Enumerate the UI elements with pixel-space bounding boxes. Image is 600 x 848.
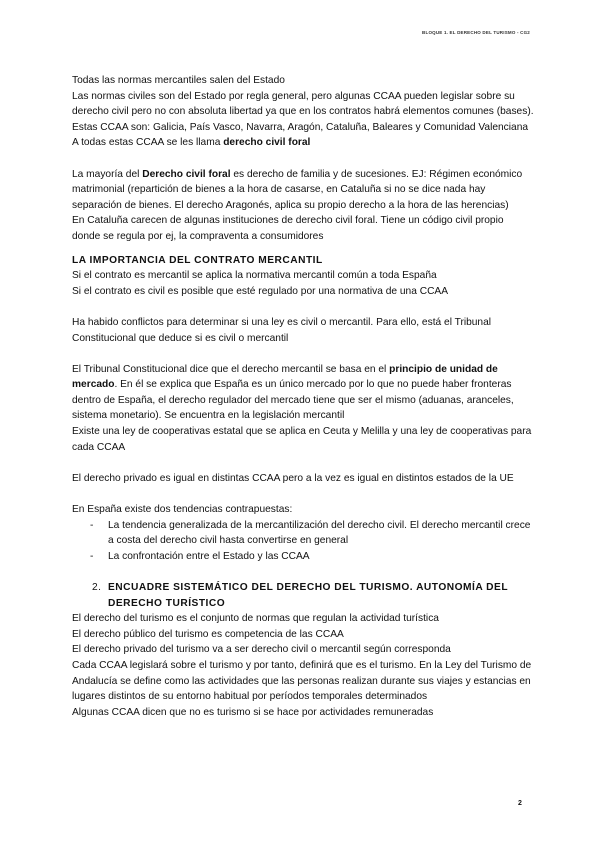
paragraph: El derecho privado del turismo va a ser derecho civil o mercantil según corresponda bbox=[72, 644, 451, 656]
paragraph: En España existe dos tendencias contrapuestas: bbox=[72, 504, 293, 516]
numbered-heading bbox=[72, 580, 534, 611]
paragraph: En Cataluña carecen de algunas instituciones de derecho civil foral. Tiene un código civil propio donde se regula por ej, la compraventa a consumidores bbox=[72, 215, 504, 242]
running-header: BLOQUE 1. EL DERECHO DEL TURISMO - CG2 bbox=[422, 30, 530, 35]
list-item-text: La confrontación entre el Estado y las CCAA bbox=[108, 550, 310, 562]
text-span: . En él se explica que España es un único mercado por lo que no puede haber fronteras dentro de España, el derecho regulador del mercado tiene que ser el mismo (aduanas, aranceles, sistema monetario). Se encuentra en la legislación mercantil bbox=[72, 379, 514, 422]
list-item bbox=[72, 549, 534, 565]
text-span: La mayoría del bbox=[72, 168, 143, 180]
paragraph: Las normas civiles son del Estado por regla general, pero algunas CCAA pueden legislar sobre su derecho civil pero no con absoluta libertad ya que en los contratos habrá elementos comunes (bases). Estas CCAA son: Galicia, País Vasco, Navarra, Aragón, Cataluña, Baleares y Comunidad Valenciana bbox=[72, 90, 534, 133]
dash-bullet: - bbox=[90, 519, 94, 531]
document-body bbox=[72, 73, 534, 720]
list-item bbox=[72, 518, 534, 549]
paragraph: Existe una ley de cooperativas estatal que se aplica en Ceuta y Melilla y una ley de cooperativas para cada CCAA bbox=[72, 426, 532, 453]
section-heading: LA IMPORTANCIA DEL CONTRATO MERCANTIL bbox=[72, 254, 323, 266]
heading-number: 2. bbox=[92, 582, 102, 593]
bold-term: principio de unidad de mercado bbox=[72, 363, 498, 391]
text-span: A todas estas CCAA se les llama bbox=[72, 137, 224, 149]
paragraph: Cada CCAA legislará sobre el turismo y por tanto, definirá que es el turismo. En la Ley del Turismo de Andalucía se define como las actividades que las personas realizan durante sus viajes y estancias en lugares distintos de su entorno habitual por períodos temporales determinados bbox=[72, 659, 532, 703]
paragraph: El derecho del turismo es el conjunto de normas que regulan la actividad turística bbox=[72, 613, 439, 625]
paragraph: Todas las normas mercantiles salen del Estado bbox=[72, 75, 285, 86]
page-number: 2 bbox=[518, 800, 522, 807]
paragraph: Si el contrato es mercantil se aplica la normativa mercantil común a toda España bbox=[72, 270, 437, 282]
paragraph: El derecho privado es igual en distintas CCAA pero a la vez es igual en distintos estados de la UE bbox=[72, 472, 514, 484]
paragraph bbox=[72, 135, 534, 151]
paragraph: Ha habido conflictos para determinar si una ley es civil o mercantil. Para ello, está el Tribunal Constitucional que deduce si es civil o mercantil bbox=[72, 316, 492, 344]
heading-title: ENCUADRE SISTEMÁTICO DEL DERECHO DEL TURISMO. AUTONOMÍA DEL DERECHO TURÍSTICO bbox=[108, 582, 508, 609]
bold-term: Derecho civil foral bbox=[142, 168, 231, 180]
paragraph: Si el contrato es civil es posible que esté regulado por una normativa de una CCAA bbox=[72, 285, 449, 297]
text-span: es derecho de familia y de sucesiones. EJ: Régimen económico matrimonial (repartición de bienes a la hora de casarse, en Cataluña si no se dice nada hay separación de bienes. El derecho Aragonés, aplica su propio derecho a la hora de las herencias) bbox=[72, 168, 523, 211]
list-item-text: La tendencia generalizada de la mercantilización del derecho civil. El derecho mercantil crece a costa del derecho civil hasta convertirse en general bbox=[108, 519, 531, 547]
paragraph: El derecho público del turismo es competencia de las CCAA bbox=[72, 628, 344, 640]
text-span: El Tribunal Constitucional dice que el derecho mercantil se basa en el bbox=[72, 363, 390, 375]
paragraph: Algunas CCAA dicen que no es turismo si se hace por actividades remuneradas bbox=[72, 706, 434, 718]
paragraph bbox=[72, 167, 534, 214]
paragraph bbox=[72, 362, 534, 424]
dash-bullet: - bbox=[90, 550, 94, 562]
bold-term: derecho civil foral bbox=[223, 137, 311, 149]
dash-list bbox=[72, 518, 534, 565]
